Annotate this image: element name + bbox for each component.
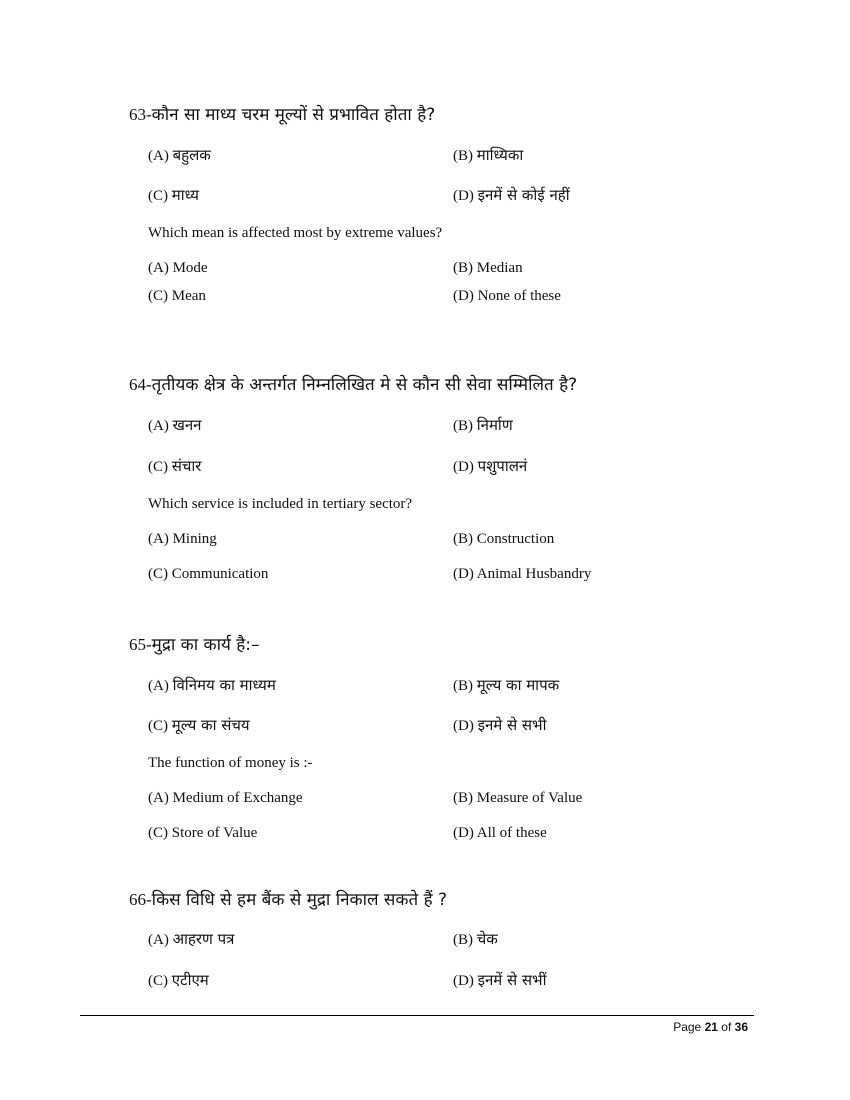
option-hi-b: (B) निर्माण [453, 416, 513, 434]
question-text-english: The function of money is :- [148, 755, 313, 771]
option-hi-c: (C) एटीएम [148, 971, 209, 989]
option-en-a: (A) Mining [148, 531, 217, 547]
question-65 [129, 632, 260, 655]
option-hi-a: (A) आहरण पत्र [148, 930, 235, 948]
option-en-b: (B) Measure of Value [453, 790, 583, 806]
question-63 [129, 102, 435, 125]
option-hi-c: (C) माध्य [148, 186, 199, 204]
option-en-b: (B) Median [453, 260, 523, 276]
option-hi-b: (B) चेक [453, 930, 498, 948]
page-number: Page 21 of 36 [673, 1020, 748, 1034]
option-hi-b: (B) मूल्य का मापक [453, 676, 560, 694]
option-hi-d: (D) इनमें से सभीं [453, 971, 547, 989]
option-en-d: (D) Animal Husbandry [453, 566, 592, 582]
footer-divider [80, 1015, 754, 1016]
option-en-c: (C) Communication [148, 566, 269, 582]
option-hi-d: (D) इनमे से सभी [453, 716, 547, 734]
option-hi-a: (A) विनिमय का माध्यम [148, 676, 276, 694]
option-hi-a: (A) बहुलक [148, 146, 211, 164]
option-hi-c: (C) संचार [148, 457, 202, 475]
option-en-c: (C) Store of Value [148, 825, 258, 841]
option-en-b: (B) Construction [453, 531, 555, 547]
question-text-english: Which mean is affected most by extreme values? [148, 225, 443, 241]
question-text-hindi: किस विधि से हम बैंक से मुद्रा निकाल सकते हैं ? [151, 890, 448, 910]
question-number: 64- [129, 375, 152, 394]
option-hi-a: (A) खनन [148, 416, 202, 434]
option-hi-d: (D) इनमें से कोई नहीं [453, 186, 570, 204]
option-en-c: (C) Mean [148, 288, 206, 304]
question-text-hindi: कौन सा माध्य चरम मूल्यों से प्रभावित होता है? [151, 105, 436, 125]
option-en-a: (A) Mode [148, 260, 208, 276]
option-hi-b: (B) माध्यिका [453, 146, 524, 164]
question-text-hindi: तृतीयक क्षेत्र के अन्तर्गत निम्नलिखित मे से कौन सी सेवा सम्मिलित है? [151, 375, 578, 395]
question-number: 63- [129, 105, 152, 124]
question-text-hindi: मुद्रा का कार्य है:– [151, 635, 260, 655]
question-66 [129, 887, 447, 910]
option-en-d: (D) All of these [453, 825, 547, 841]
option-hi-c: (C) मूल्य का संचय [148, 716, 250, 734]
option-en-d: (D) None of these [453, 288, 561, 304]
question-number: 65- [129, 635, 152, 654]
question-64 [129, 372, 577, 395]
option-hi-d: (D) पशुपालनं [453, 457, 528, 475]
option-en-a: (A) Medium of Exchange [148, 790, 303, 806]
question-text-english: Which service is included in tertiary sector? [148, 496, 413, 512]
question-number: 66- [129, 890, 152, 909]
